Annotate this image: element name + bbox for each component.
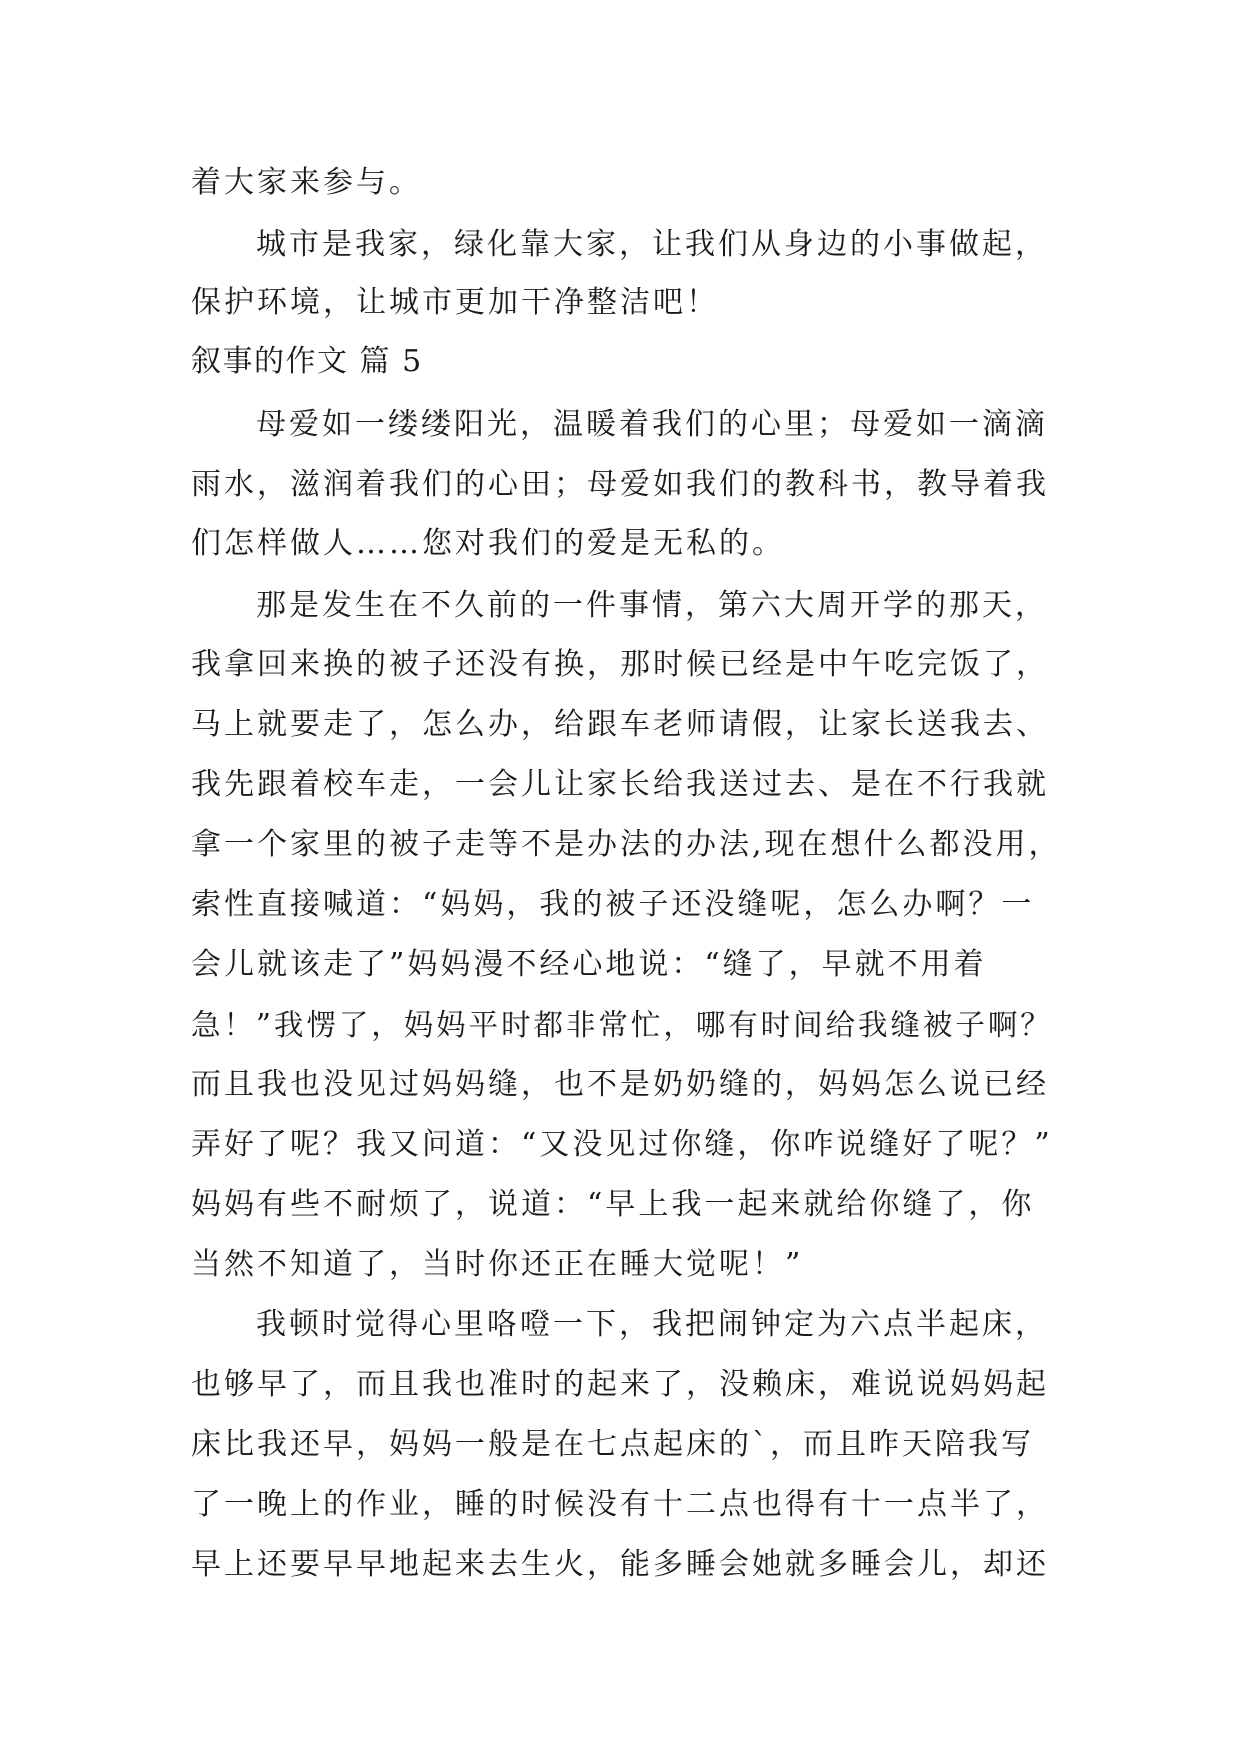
paragraph-line: 会儿就该走了”妈妈漫不经心地说：“缝了，早就不用着 (191, 947, 987, 982)
paragraph-line: 而且我也没见过妈妈缝，也不是奶奶缝的，妈妈怎么说已经 (191, 1067, 1049, 1102)
paragraph-line: 母爱如一缕缕阳光，温暖着我们的心里；母爱如一滴滴 (256, 407, 1048, 442)
paragraph-line: 弄好了呢？我又问道：“又没见过你缝，你咋说缝好了呢？” (191, 1127, 1053, 1162)
paragraph-line: 索性直接喊道：“妈妈，我的被子还没缝呢，怎么办啊？一 (191, 887, 1035, 922)
paragraph-line: 我先跟着校车走，一会儿让家长给我送过去、是在不行我就 (191, 767, 1049, 802)
paragraph-line: 们怎样做人……您对我们的爱是无私的。 (191, 526, 785, 561)
paragraph-line: 早上还要早早地起来去生火，能多睡会她就多睡会儿，却还 (191, 1547, 1049, 1582)
paragraph-line: 我拿回来换的被子还没有换，那时候已经是中午吃完饭了， (191, 647, 1049, 682)
paragraph-line: 妈妈有些不耐烦了，说道：“早上我一起来就给你缝了，你 (191, 1187, 1035, 1222)
paragraph-line: 马上就要走了，怎么办，给跟车老师请假，让家长送我去、 (191, 707, 1049, 742)
paragraph-line: 了一晚上的作业，睡的时候没有十二点也得有十一点半了， (191, 1487, 1049, 1522)
paragraph-line: 床比我还早，妈妈一般是在七点起床的`，而且昨天陪我写 (191, 1427, 1034, 1462)
section-heading: 叙事的作文 篇 5 (191, 344, 423, 379)
paragraph-line: 拿一个家里的被子走等不是办法的办法,现在想什么都没用， (191, 827, 1062, 862)
paragraph-line: 也够早了，而且我也准时的起来了，没赖床，难说说妈妈起 (191, 1367, 1049, 1402)
paragraph-line: 雨水，滋润着我们的心田；母爱如我们的教科书，教导着我 (191, 467, 1049, 502)
paragraph-line: 城市是我家，绿化靠大家，让我们从身边的小事做起， (256, 227, 1048, 262)
paragraph-line: 保护环境，让城市更加干净整洁吧！ (191, 285, 719, 320)
paragraph-line: 急！”我愣了，妈妈平时都非常忙，哪有时间给我缝被子啊？ (191, 1008, 1053, 1042)
paragraph-line: 我顿时觉得心里咯噔一下，我把闹钟定为六点半起床， (256, 1307, 1048, 1342)
paragraph-line: 当然不知道了，当时你还正在睡大觉呢！” (191, 1247, 804, 1282)
paragraph-line: 那是发生在不久前的一件事情，第六大周开学的那天， (256, 588, 1048, 623)
paragraph-line: 着大家来参与。 (191, 165, 422, 200)
